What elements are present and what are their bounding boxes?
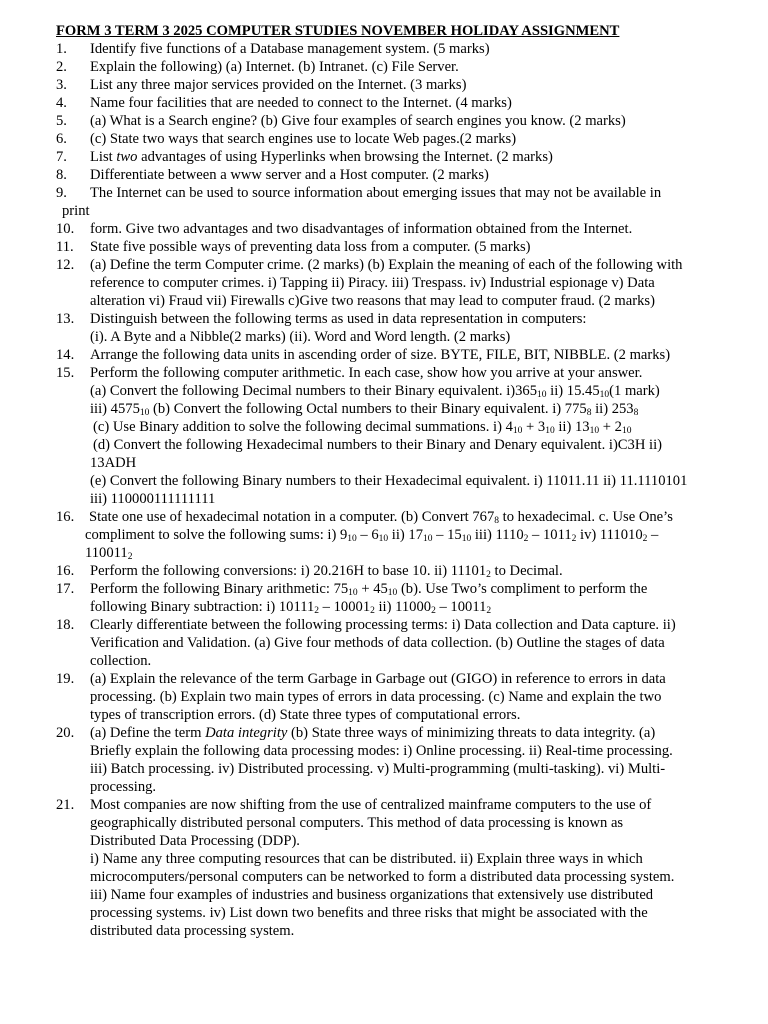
subscript: 2 [642,534,648,544]
text: iii) 4575 [90,401,140,417]
subscript: 10 [621,426,632,436]
subscript: 2 [127,552,133,562]
question-number: 17. [56,581,75,597]
question-line: iii) Batch processing. iv) Distributed processing. v) Multi-programming (multi-tasking). vi) Multi- [90,761,666,777]
question-line: processing systems. iv) List down two benefits and three risks that might be associated with the [90,905,648,921]
question-number: 16. [56,509,75,525]
question-8 [56,166,712,184]
text: compliment to solve the following sums: i) 9 [85,527,348,543]
question-number: 13. [56,311,75,327]
subscript: 10 [378,534,389,544]
text: ii) 15.45 [546,383,600,399]
question-line: Clearly differentiate between the following processing terms: i) Data collection and Data capture. ii) [90,617,676,633]
text: 110011 [85,545,128,561]
question-4 [56,94,712,112]
question-1 [56,40,712,58]
question-line: types of transcription errors. (d) State three types of computational errors. [90,707,521,723]
question-number: 20. [56,725,75,741]
question-line: microcomputers/personal computers can be networked to form a distributed data processing system. [90,869,675,885]
text: ii) 253 [591,401,634,417]
subscript: 10 [387,588,398,598]
question-11 [56,238,712,256]
text: (a) Convert the following Decimal numbers to their Binary equivalent. i)365 [90,383,538,399]
question-21 [56,796,712,940]
subscript: 2 [486,570,491,580]
text: ii) 13 [554,419,590,435]
text: Perform the following conversions: i) 20.216H to base 10. ii) 11101 [90,563,487,579]
question-line: processing. [90,779,157,795]
question-6 [56,130,712,148]
question-text: Explain the following) (a) Internet. (b) Intranet. (c) File Server. [90,59,459,75]
document-title: FORM 3 TERM 3 2025 COMPUTER STUDIES NOVEMBER HOLIDAY ASSIGNMENT [56,23,620,39]
question-15a [90,382,712,400]
question-15c [90,418,712,436]
text: State one use of hexadecimal notation in a computer. (b) Convert 767 [89,509,495,525]
question-number: 1. [56,41,67,57]
question-line: processing. (b) Explain two main types of errors in data processing. (c) Name and explain the two [90,689,662,705]
question-10 [56,220,712,238]
text: + 3 [522,419,546,435]
question-line [90,580,712,598]
text: to hexadecimal. c. Use One’s [499,509,673,525]
text: following Binary subtraction: i) 10111 [90,599,315,615]
question-text-end: advantages of using Hyperlinks when browsing the Internet. (2 marks) [137,149,553,165]
question-text: Arrange the following data units in ascending order of size. BYTE, FILE, BIT, NIBBLE. (2 marks) [90,347,671,363]
text: (a) Define the term [90,725,206,741]
question-15e-wrap: iii) 110000111111111 [90,491,216,507]
question-line: alteration vi) Fraud vii) Firewalls c)Give two reasons that may lead to computer fraud. (2 marks) [90,293,655,309]
subscript: 2 [370,606,375,616]
question-line: Distributed Data Processing (DDP). [90,833,300,849]
question-text: The Internet can be used to source information about emerging issues that may not be available in [90,185,662,201]
question-20 [56,724,712,796]
question-15b [90,400,712,418]
question-number: 14. [56,347,75,363]
subscript: 2 [486,606,492,616]
question-14 [56,346,712,364]
subscript: 8 [586,408,592,418]
question-16b [56,562,712,580]
question-15d-wrap: 13ADH [90,455,137,471]
question-text: Identify five functions of a Database management system. (5 marks) [90,41,490,57]
question-15e: (e) Convert the following Binary numbers to their Hexadecimal equivalent. i) 11011.11 ii) 11.1110101 [90,473,688,489]
question-18 [56,616,712,670]
text: Perform the following Binary arithmetic: 75 [90,581,349,597]
question-number: 21. [56,797,75,813]
question-15 [56,364,712,508]
question-line [85,544,712,562]
question-line: i) Name any three computing resources that can be distributed. ii) Explain three ways in which [90,851,643,867]
subscript: 10 [589,426,600,436]
question-text: Name four facilities that are needed to connect to the Internet. (4 marks) [90,95,512,111]
subscript: 2 [523,534,529,544]
question-number: 16. [56,563,75,579]
question-16a [56,508,712,562]
subscript: 10 [461,534,472,544]
question-text: form. Give two advantages and two disadvantages of information obtained from the Internet. [90,221,633,237]
text: – [647,527,659,543]
question-number: 8. [56,167,67,183]
question-number: 6. [56,131,67,147]
question-number: 12. [56,257,75,273]
question-text: (c) State two ways that search engines use to locate Web pages.(2 marks) [90,131,517,147]
question-9 [56,184,712,202]
question-12 [56,256,712,310]
subscript: 2 [431,606,436,616]
text: (b). Use Two’s compliment to perform the [397,581,648,597]
text: to Decimal. [490,563,563,579]
text: + 45 [357,581,388,597]
subscript: 2 [314,606,320,616]
question-15d: (d) Convert the following Hexadecimal numbers to their Binary and Denary equivalent. i)C3H ii) [93,437,662,453]
text: – 1011 [528,527,572,543]
question-line: distributed data processing system. [90,923,295,939]
text: – 10011 [435,599,487,615]
question-7 [56,148,712,166]
question-number: 11. [56,239,74,255]
subscript: 10 [512,426,523,436]
question-line: Perform the following computer arithmetic. In each case, show how you arrive at your answer. [90,365,643,381]
text: (c) Use Binary addition to solve the following decimal summations. i) 4 [93,419,513,435]
question-line: (a) Define the term Computer crime. (2 marks) (b) Explain the meaning of each of the following with [90,257,683,273]
text: – 10001 [319,599,371,615]
subscript: 10 [545,426,555,436]
question-number: 7. [56,149,67,165]
text: (1 mark) [609,383,660,399]
subscript: 10 [599,390,610,400]
question-line: Briefly explain the following data processing modes: i) Online processing. ii) Real-time processing. [90,743,673,759]
question-line: Verification and Validation. (a) Give four methods of data collection. (b) Outline the stages of data [90,635,665,651]
question-13 [56,310,712,346]
question-number: 5. [56,113,67,129]
text: (b) Convert the following Octal numbers to their Binary equivalent. i) 775 [149,401,587,417]
question-line: Distinguish between the following terms as used in data representation in computers: [90,311,587,327]
emphasis-data-integrity: Data integrity [205,725,288,741]
subscript: 8 [494,516,500,526]
question-5 [56,112,712,130]
subscript: 2 [571,534,577,544]
subscript: 10 [347,534,357,544]
question-text: State five possible ways of preventing data loss from a computer. (5 marks) [90,239,531,255]
question-line: iii) Name four examples of industries and business organizations that extensively use distributed [90,887,654,903]
question-2 [56,58,712,76]
text: ii) 11000 [374,599,432,615]
subscript: 10 [348,588,358,598]
question-line [90,598,712,616]
question-number: 18. [56,617,75,633]
text: – 6 [356,527,379,543]
question-number: 10. [56,221,75,237]
question-line: Most companies are now shifting from the use of centralized mainframe computers to the use of [90,797,652,813]
question-17 [56,580,712,616]
question-line: (i). A Byte and a Nibble(2 marks) (ii). Word and Word length. (2 marks) [90,329,511,345]
question-number: 19. [56,671,75,687]
question-number: 9. [56,185,67,201]
question-line: geographically distributed personal computers. This method of data processing is known as [90,815,624,831]
subscript: 8 [633,408,639,418]
question-line [85,508,712,526]
text: ii) 17 [388,527,424,543]
text: + 2 [599,419,622,435]
question-19 [56,670,712,724]
question-number: 3. [56,77,67,93]
question-text: (a) What is a Search engine? (b) Give four examples of search engines you know. (2 marks) [90,113,626,129]
text: iii) 1110 [471,527,524,543]
question-9-wrap: print [62,203,90,219]
emphasis-two: two [116,149,138,165]
question-text: List any three major services provided on the Internet. (3 marks) [90,77,467,93]
question-text: Differentiate between a www server and a Host computer. (2 marks) [90,167,489,183]
text: iv) 111010 [576,527,643,543]
question-number: 2. [56,59,67,75]
question-line: collection. [90,653,152,669]
question-text-start: List [90,149,117,165]
question-line [85,526,712,544]
assignment-document [56,22,712,940]
question-line: reference to computer crimes. i) Tapping ii) Piracy. iii) Trespass. iv) Industrial espionage v) Data [90,275,655,291]
text: (b) State three ways of minimizing threats to data integrity. (a) [287,725,656,741]
question-line: (a) Explain the relevance of the term Garbage in Garbage out (GIGO) in reference to errors in data [90,671,666,687]
question-number: 15. [56,365,75,381]
subscript: 10 [139,408,150,418]
question-line [90,724,712,742]
question-number: 4. [56,95,67,111]
subscript: 10 [537,390,547,400]
subscript: 10 [423,534,433,544]
question-3 [56,76,712,94]
text: – 15 [432,527,462,543]
